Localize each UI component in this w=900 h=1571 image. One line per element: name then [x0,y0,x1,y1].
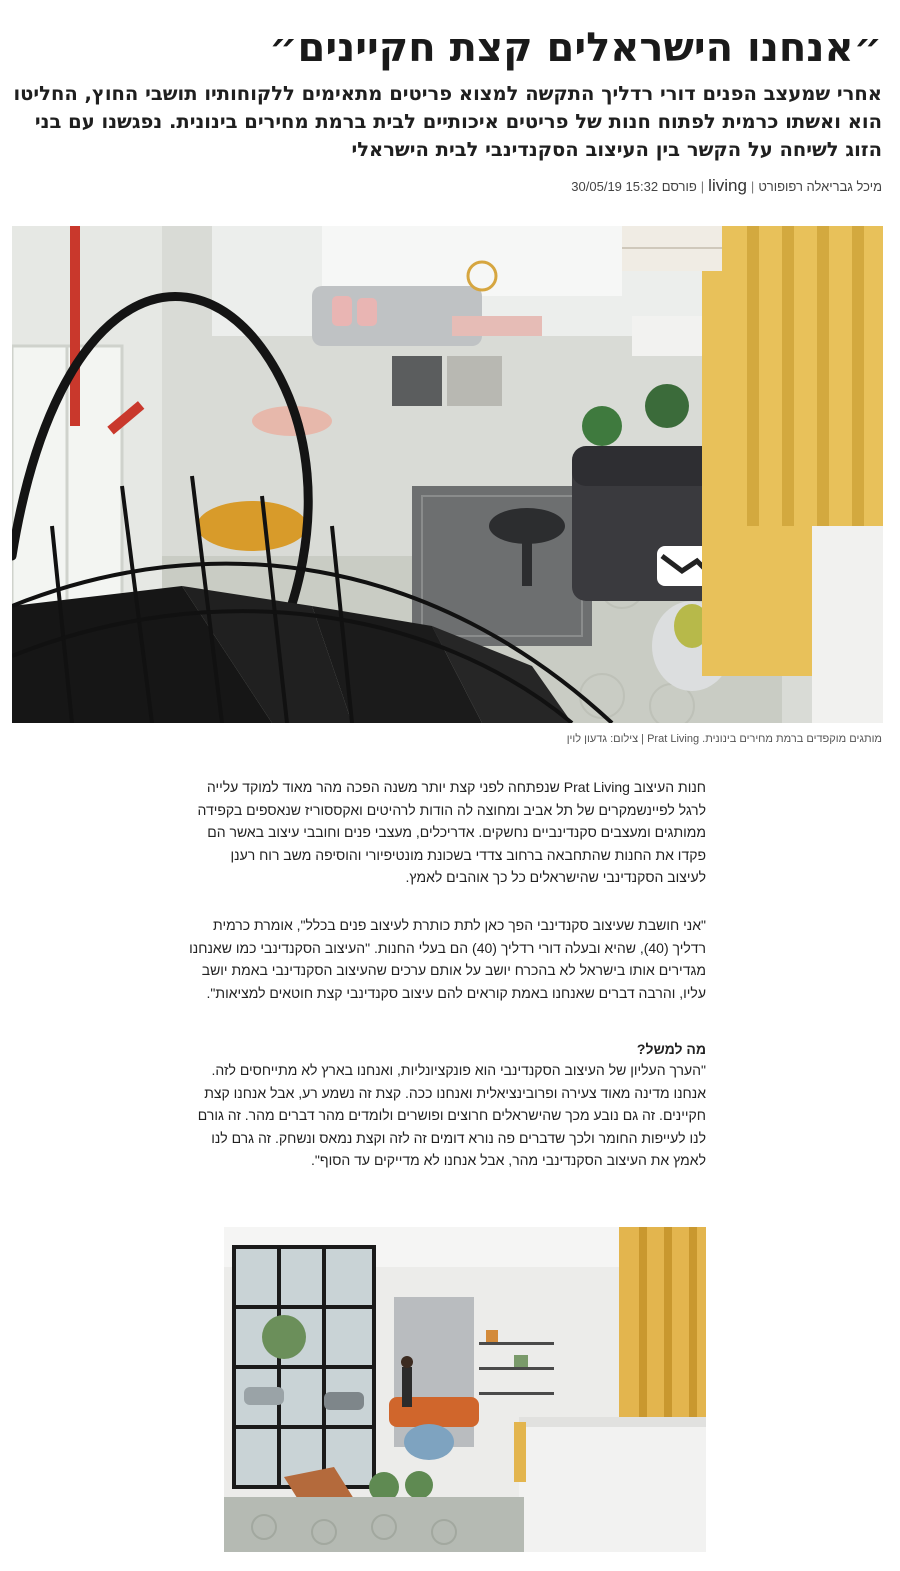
hero-image[interactable] [12,226,883,723]
article-subhead: אחרי שמעצב הפנים דורי רדליך התקשה למצוא פריטים מתאימים ללקוחותיו תושבי החוץ, החליטו הוא ואשתו כרמית לפתוח חנות של פריטים איכותיים לבית ברמת מחירים בינונית. נפגשנו עם בני הזוג לשיחה על הקשר בין העיצוב הסקנדינבי לבית הישראלי [13,82,882,161]
article-paragraph: "אני חושבת שעיצוב סקנדינבי הפך כאן לתת כותרת לעיצוב פנים בכלל", אומרת כרמית רדליך (40), שהיא ובעלה דורי רדליך (40) הם בעלי החנות. "העיצוב הסקנדינבי כמו שאנחנו מגדירים אותו בישראל לא בהכרח יושב על אותם ערכים שהעיצוב הסקנדינבי באמת יושב עליו, והרבה דברים שאנחנו באמת קוראים להם עיצוב סקנדינבי קצת חוטאים למציאות". [189,917,706,1001]
article-paragraph: "הערך העליון של העיצוב הסקנדינבי הוא פונקציונליות, ואנחנו בארץ לא מתייחסים לזה. אנחנו מדינה מאוד צעירה ופרובינציאלית ואנחנו ככה. קצת זה נשמע רע, אבל אנחנו קצת חקיינים. זה גם נובע מכך שהישראלים חרוצים ופושרים ולומדים מהר דברים מהר. זה גורם לנו לעייפות החומר ולכך שדברים פה נורא דומים זה לזה וקצת נמאס ונשחק. זה גרם לנו לאמץ את העיצוב הסקנדינבי מהר, אבל אנחנו לא מדייקים עד הסוף". [197,1062,706,1169]
page-title: ״אנחנו הישראלים קצת חקיינים״ [269,25,882,71]
article-paragraph: חנות העיצוב Prat Living שנפתחה לפני קצת יותר משנה הפכה מהר מאוד למוקד עלייה לרגל לפיינשמקרים של תל אביב ומחוצה לה הודות לרהיטים ואקססוריז שנאספים בקפידה ממותגים ומעצבים סקנדינביים נחשקים. אדריכלים, מעצבי פנים וחובבי עיצוב באשר הם פקדו את החנות שהתחבאה ברחוב צדדי בשכונת מונטיפיורי והוסיפה משב רוח רענן לעיצוב הסקנדינבי שהישראלים כל כך אוהבים לאמץ. [197,779,706,886]
byline-separator: | [700,179,705,194]
author-name[interactable]: מיכל גבריאלה רפופורט [758,179,882,194]
hero-caption: מותגים מוקפדים ברמת מחירים בינונית. Prat Living | צילום: גדעון לוין [566,733,882,745]
interview-question: מה למשל? [636,1041,706,1057]
publish-date: פורסם 15:32 30/05/19 [571,179,697,194]
store-interior-image[interactable] [224,1227,706,1552]
byline-separator: | [750,179,755,194]
store-interior-illustration [224,1227,706,1552]
section-link[interactable]: living [708,176,747,195]
article-byline [571,176,882,196]
hero-image-illustration [12,226,883,723]
